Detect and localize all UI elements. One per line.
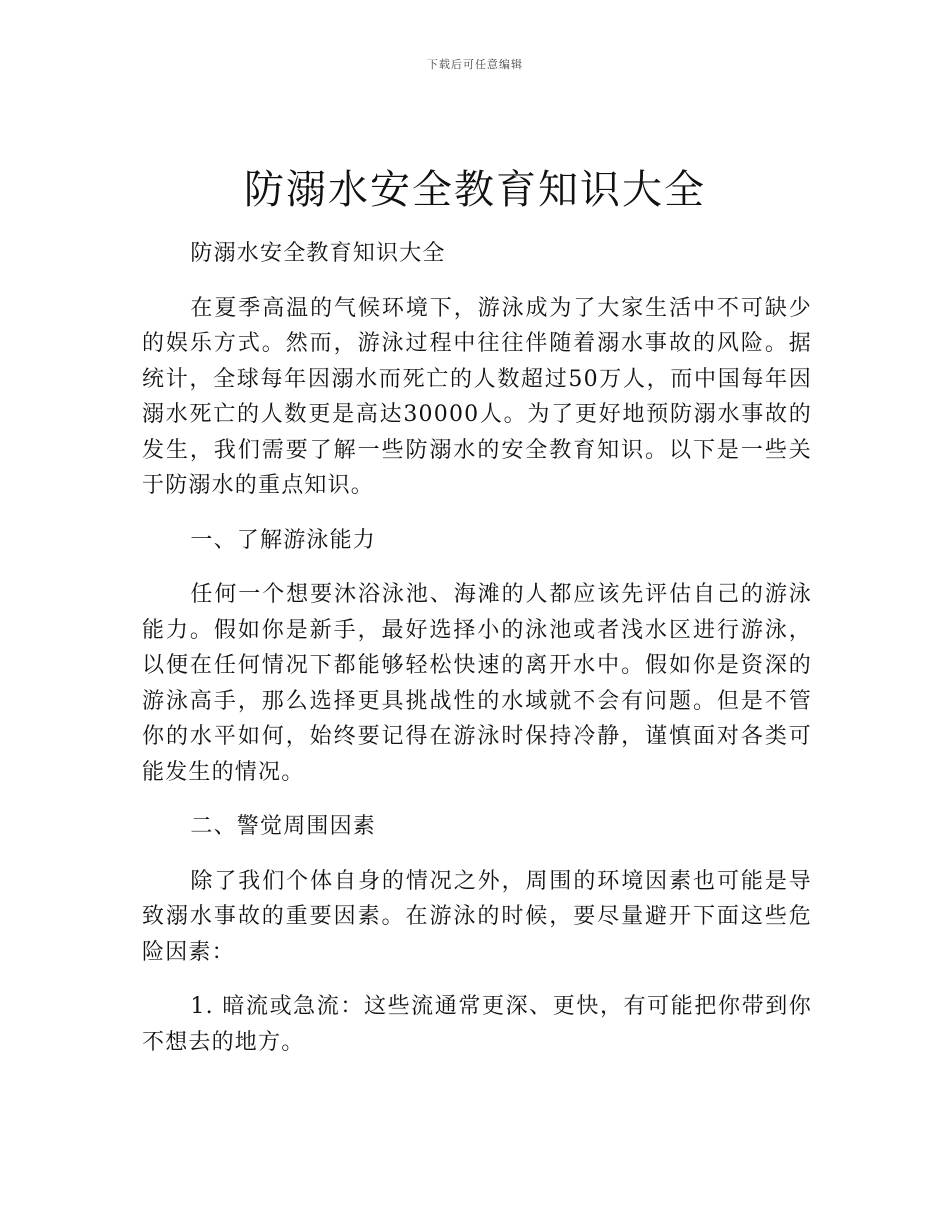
list-item-1: 1. 暗流或急流：这些流通常更深、更快，有可能把你带到你不想去的地方。 <box>142 994 812 1055</box>
section-heading-1: 一、了解游泳能力 <box>190 527 376 553</box>
section-heading-2: 二、警觉周围因素 <box>190 814 376 839</box>
document-body <box>142 236 812 1079</box>
section-2-paragraph: 除了我们个体自身的情况之外，周围的环境因素也可能是导致溺水事故的重要因素。在游泳的时候，要尽量避开下面这些危险因素： <box>142 868 812 965</box>
intro-paragraph: 在夏季高温的气候环境下，游泳成为了大家生活中不可缺少的娱乐方式。然而，游泳过程中往往伴随着溺水事故的风险。据统计，全球每年因溺水而死亡的人数超过50万人，而中国每年因溺水死亡的人数更是高达30000人。为了更好地预防溺水事故的发生，我们需要了解一些防溺水的安全教育知识。以下是一些关于防溺水的重点知识。 <box>142 295 812 498</box>
section-1-paragraph: 任何一个想要沐浴泳池、海滩的人都应该先评估自己的游泳能力。假如你是新手，最好选择小的泳池或者浅水区进行游泳，以便在任何情况下都能够轻松快速的离开水中。假如你是资深的游泳高手，那么选择更具挑战性的水域就不会有问题。但是不管你的水平如何，始终要记得在游泳时保持冷静，谨慎面对各类可能发生的情况。 <box>142 582 812 785</box>
header-note: 下载后可任意编辑 <box>427 58 523 71</box>
subtitle-paragraph: 防溺水安全教育知识大全 <box>190 241 446 266</box>
document-title: 防溺水安全教育知识大全 <box>244 167 706 213</box>
